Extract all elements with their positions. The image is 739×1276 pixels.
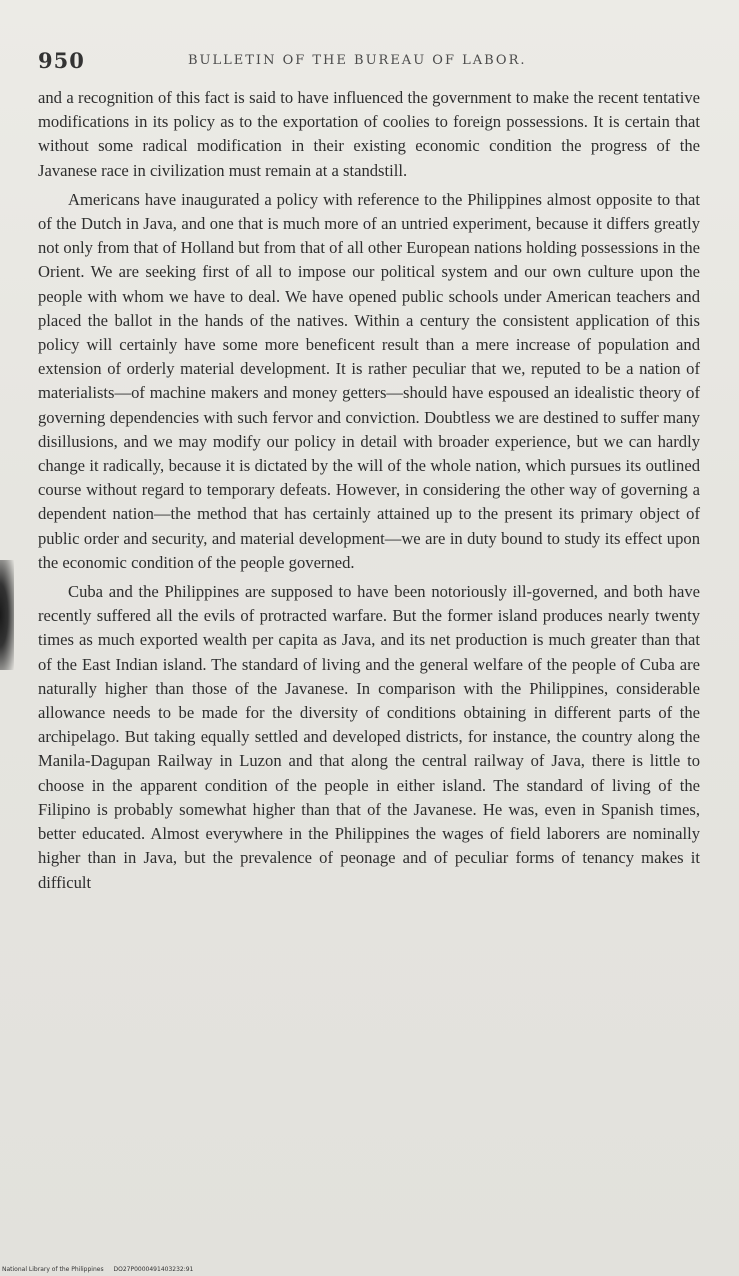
paragraph-cuba-philippines: Cuba and the Philippines are supposed to have been notoriously ill-governed, and both have recently suffered all the evils of protracted warfare. But the former island produces nearly twenty times as much exported wealth per capita as Java, and its net production is much greater than that of the East Indian island. The standard of living and the general welfare of the people of Cuba are naturally higher than those of the Javanese. In comparison with the Philippines, considerable allowance needs to be made for the diversity of conditions obtaining in different parts of the archipelago. But taking equally settled and developed districts, for instance, the country along the Manila-Dagupan Railway in Luzon and that along the central railway of Java, there is little to choose in the apparent condition of the people in either island. The standard of living of the Filipino is probably somewhat higher than that of the Javanese. He was, even in Spanish times, better educated. Almost everywhere in the Philippines the wages of field laborers are nominally higher than in Java, but the prevalence of peonage and of peculiar forms of tenancy makes it difficult [38, 582, 700, 892]
footer-library: National Library of the Philippines [2, 1266, 104, 1273]
binding-shadow [0, 560, 14, 670]
paragraph-continuation: and a recognition of this fact is said to have influenced the government to make the recent tentative modifications in its policy as to the exportation of coolies to foreign possessions. It is certain that without some radical modification in their existing economic condition the progress of the Javanese race in civilization must remain at a standstill. [38, 88, 700, 180]
page-header [38, 48, 708, 76]
body-text [38, 86, 700, 900]
footer-identifier: DO27P0000491403232:91 [113, 1266, 194, 1273]
running-title: BULLETIN OF THE BUREAU OF LABOR. [188, 53, 527, 68]
scan-footer [2, 1266, 201, 1273]
paragraph-americans-policy: Americans have inaugurated a policy with reference to the Philippines almost opposite to that of the Dutch in Java, and one that is much more of an untried experiment, because it differs greatly not only from that of Holland but from that of all other European nations holding possessions in the Orient. We are seeking first of all to impose our political system and our own culture upon the people with whom we have to deal. We have opened public schools under American teachers and placed the ballot in the hands of the natives. Within a century the consistent application of this policy will certainly have some more beneficent result than a mere increase of population and extension of orderly material development. It is rather peculiar that we, reputed to be a nation of materialists—of machine makers and money getters—should have espoused an idealistic theory of governing dependencies with such fervor and conviction. Doubtless we are destined to suffer many disillusions, and we may modify our policy in detail with broader experience, but we can hardly change it radically, because it is dictated by the will of the whole nation, which pursues its outlined course without regard to temporary defeats. However, in considering the other way of governing a dependent nation—the method that has certainly attained up to the present its primary object of public order and security, and material development—we are in duty bound to study its effect upon the economic condition of the people governed. [38, 189, 700, 572]
page-number: 950 [38, 48, 85, 73]
